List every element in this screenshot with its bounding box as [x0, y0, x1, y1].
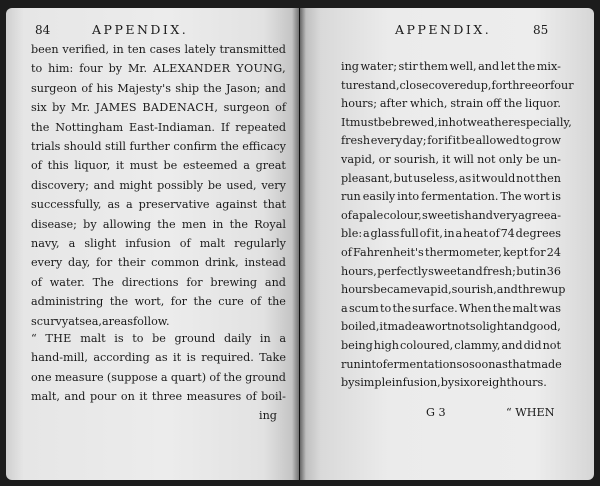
left-text-line: trials should still further confirm the efficacy [31, 140, 286, 153]
right-text-line: hours; after which, strain off the liquor. [341, 97, 561, 111]
left-text-line: of this liquor, it must be esteemed a great [31, 159, 286, 173]
right-text-line: run easily into fermentation. The wort is [341, 190, 561, 204]
right-text-line: hours became vapid, sourish, and threw up [341, 283, 566, 297]
right-text-line: hours, perfectly sweet and fresh; but in 36 [341, 264, 561, 278]
right-page [300, 8, 594, 480]
left-text-line: the Nottingham East-Indiaman. If repeated [31, 120, 286, 134]
left-page-number: 84 [35, 23, 51, 37]
right-text-line: ing water; stir them well, and let the mix- [341, 60, 561, 73]
right-text-line: fresh every day; for if it be allowed to grow [341, 134, 561, 148]
left-quote-line: one measure (suppose a quart) of the ground [31, 370, 286, 384]
right-text-line: by simple infusion, by six or eight hours. [341, 376, 547, 390]
right-text-line: boiled, it made a wort not so light and good, [341, 320, 561, 334]
right-text-line: vapid, or sourish, it will not only be un- [341, 153, 561, 166]
right-text-line: It must be brewed, in hot weather especially, [341, 115, 572, 129]
left-text-line: navy, a slight infusion of malt regularly [31, 237, 286, 250]
left-text-line: discovery; and might possibly be used, very [31, 178, 286, 192]
right-text-line: being high coloured, clammy, and did not [341, 339, 561, 352]
left-page [6, 8, 299, 480]
right-catchword: “ WHEN [506, 406, 555, 419]
right-running-head: APPENDIX. [395, 22, 492, 37]
left-text-line: successfully, as a preservative against that [31, 198, 286, 212]
left-text-line: scurvy at sea, are as follow. [31, 314, 170, 328]
left-quote-line: “ THE malt is to be ground daily in a [31, 332, 286, 345]
left-text-line: disease; by allowing the men in the Royal [31, 217, 286, 231]
left-text-line: been verified, in ten cases lately transmitted [31, 43, 286, 56]
signature-mark: G 3 [426, 406, 446, 419]
right-page-number: 85 [533, 23, 549, 37]
right-text-line: of Fahrenheit's thermometer, kept for 24 [341, 246, 561, 259]
right-text-line: ture stand, close covered up, for three or four [341, 78, 574, 92]
left-text-line: of water. The directions for brewing and [31, 275, 286, 289]
left-catchword: ing [259, 409, 277, 422]
left-quote-line: hand-mill, according as it is required. Take [31, 351, 286, 365]
left-text-line: every day, for their common drink, instead [31, 256, 286, 270]
right-text-line: a scum to the surface. When the malt was [341, 301, 561, 315]
right-text-line: pleasant, but useless, as it would not then [341, 171, 561, 185]
right-text-line: run into fermentation so soon as that made [341, 357, 562, 371]
left-running-head: APPENDIX. [92, 22, 189, 37]
left-text-line: to him: four by Mr. ALEXANDER YOUNG, [31, 62, 286, 76]
left-quote-line: malt, and pour on it three measures of boil- [31, 390, 286, 404]
left-text-line: administring the wort, for the cure of the [31, 295, 286, 309]
right-text-line: of a pale colour, sweetish and very agreea- [341, 208, 561, 222]
left-text-line: six by Mr. JAMES BADENACH, surgeon of [31, 101, 286, 115]
left-text-line: surgeon of his Majesty's ship the Jason; and [31, 81, 286, 95]
right-text-line: ble: a glass full of it, in a heat of 74 degrees [341, 227, 561, 241]
